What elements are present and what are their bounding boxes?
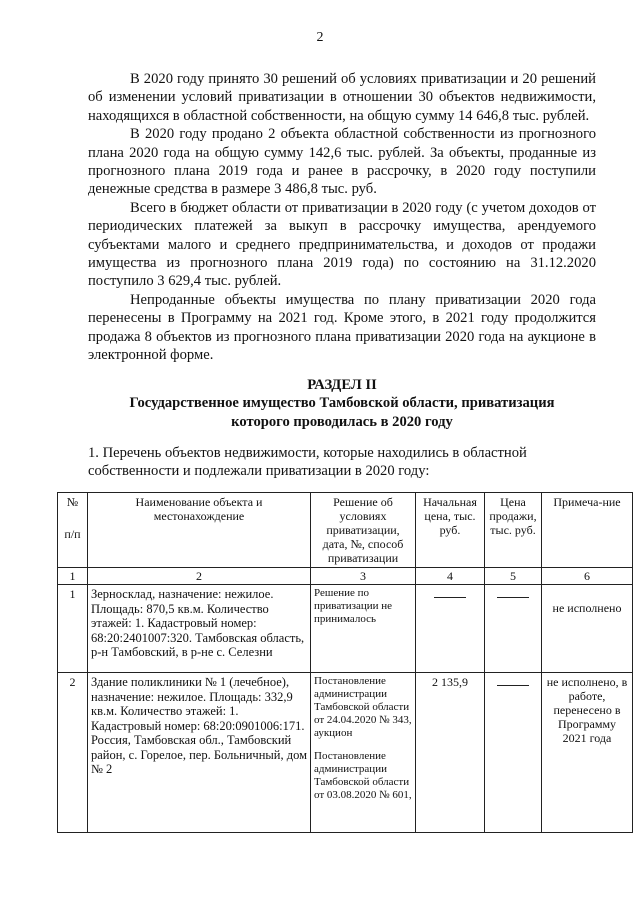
paragraph-unsold-objects: Непроданные объекты имущества по плану приватизации 2020 года перенесены в Программу на 2021 год. Кроме этого, в 2021 году продолжится продажа 8 объектов из прогнозного плана приватизации 2020 года на аукционе в электронной форме. (88, 291, 596, 364)
object-name: Зерносклад, назначение: нежилое. Площадь: 870,5 кв.м. Количество этажей: 1. Кадастровый номер: 68:20:2401007:320. Тамбовская область, р-н Тамбовский, в р-не с. Селезни (88, 585, 311, 673)
start-price: 2 135,9 (416, 673, 485, 833)
row-number: 1 (58, 585, 88, 673)
page-number: 2 (316, 30, 324, 45)
decision-cell (311, 673, 416, 833)
header-name: Наименование объекта и местонахождение (88, 493, 311, 568)
section-title-line-1: Государственное имущество Тамбовской области, приватизация (129, 395, 555, 412)
privatization-table (57, 492, 633, 833)
column-number-row (58, 568, 633, 585)
dash-mark (497, 685, 529, 686)
header-number: № п/п (58, 493, 88, 568)
header-sale-price: Цена продажи, тыс. руб. (485, 493, 542, 568)
column-number: 6 (542, 568, 633, 585)
sale-price (485, 673, 542, 833)
paragraph-sold-objects: В 2020 году продано 2 объекта областной собственности из прогнозного плана 2020 года на общую сумму 142,6 тыс. рублей. За объекты, проданные из прогнозного плана 2019 года и ранее в рассрочку, в 2020 году поступили денежные средства в размере 3 486,8 тыс. руб. (88, 126, 596, 198)
header-decision: Решение об условиях приватизации, дата, №, способ приватизации (311, 493, 416, 568)
section-title (88, 376, 596, 431)
note-cell: не исполнено, в работе, перенесено в Программу 2021 года (542, 673, 633, 833)
column-number: 1 (58, 568, 88, 585)
header-start-price: Начальная цена, тыс. руб. (416, 493, 485, 568)
table-row (58, 673, 633, 833)
header-note: Примеча-ние (542, 493, 633, 568)
decision-text: Постановление администрации Тамбовской области от 24.04.2020 № 343, аукцион (314, 675, 412, 739)
decision-text: Постановление администрации Тамбовской области от 03.08.2020 № 601, (314, 750, 412, 801)
table-row (58, 585, 633, 673)
section-heading: РАЗДЕЛ II (307, 377, 377, 393)
decision-text: Решение по приватизации не принималось (314, 587, 393, 625)
paragraph-decisions: В 2020 году принято 30 решений об условиях приватизации и 20 решений об изменении условий приватизации в отношении 30 объектов недвижимости, находящихся в областной собственности, на общую сумму 14 646,8 тыс. рублей. (88, 71, 596, 124)
start-price (416, 585, 485, 673)
list-intro: 1. Перечень объектов недвижимости, которые находились в областной собственности и подлежали приватизации в 2020 году: (88, 445, 527, 480)
section-title-line-2: которого проводилась в 2020 году (231, 413, 453, 430)
column-number: 4 (416, 568, 485, 585)
table-header-row (58, 493, 633, 568)
row-number: 2 (58, 673, 88, 833)
decision-cell (311, 585, 416, 673)
body-text (88, 70, 596, 365)
sale-price (485, 585, 542, 673)
paragraph-budget-income: Всего в бюджет области от приватизации в 2020 году (с учетом доходов от периодических платежей за выкуп в рассрочку имущества, арендуемого субъектами малого и среднего предпринимательства, и доходов от продажи имущества из прогнозного плана 2019 года) по состоянию на 31.12.2020 поступило 3 629,4 тыс. рублей. (88, 199, 596, 290)
column-number: 5 (485, 568, 542, 585)
dash-mark (434, 597, 466, 598)
column-number: 2 (88, 568, 311, 585)
dash-mark (497, 597, 529, 598)
note-text: не исполнено (552, 601, 622, 615)
column-number: 3 (311, 568, 416, 585)
note-cell (542, 585, 633, 673)
object-name: Здание поликлиники № 1 (лечебное), назначение: нежилое. Площадь: 332,9 кв.м. Количество этажей: 1. Кадастровый номер: 68:20:0901006:171. Россия, Тамбовская обл., Тамбовский район, с. Горелое, пер. Больничный, дом № 2 (88, 673, 311, 833)
